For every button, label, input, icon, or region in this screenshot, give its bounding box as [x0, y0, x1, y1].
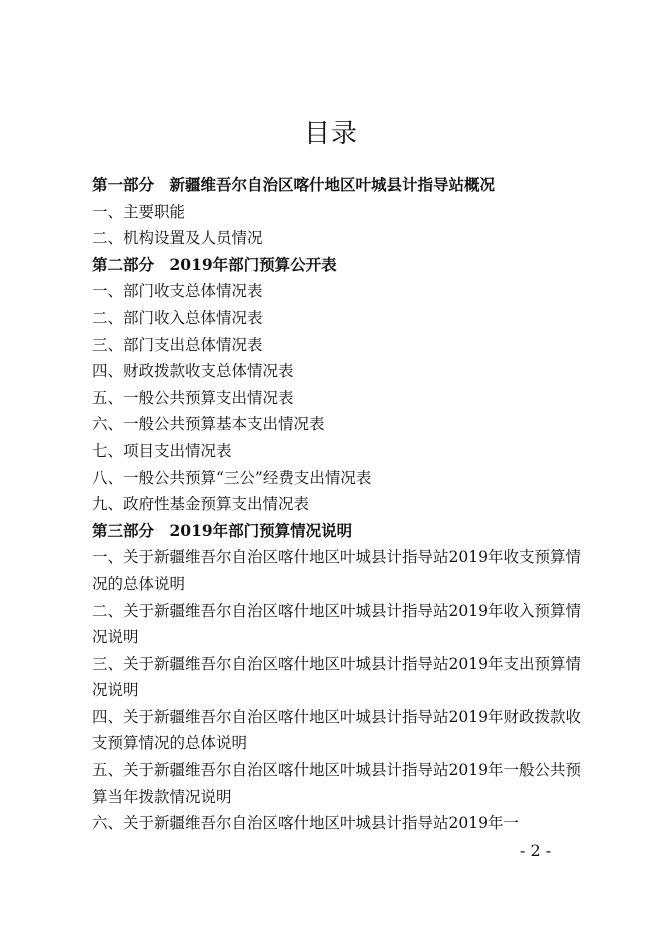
toc-item: 六、一般公共预算基本支出情况表 [92, 415, 325, 434]
toc-item: 二、关于新疆维吾尔自治区喀什地区叶城县计指导站2019年收入预算情况说明 [92, 601, 581, 647]
toc-part-heading: 第二部分 2019年部门预算公开表 [92, 254, 337, 274]
toc-item: 四、财政拨款收支总体情况表 [92, 362, 294, 381]
page-title: 目录 [303, 119, 358, 149]
table-of-contents [92, 172, 582, 837]
toc-part-heading: 第三部分 2019年部门预算情况说明 [92, 520, 353, 540]
toc-item: 四、关于新疆维吾尔自治区喀什地区叶城县计指导站2019年财政拨款收支预算情况的总体说明 [92, 707, 581, 753]
toc-item: 一、主要职能 [92, 202, 186, 221]
toc-item: 五、关于新疆维吾尔自治区喀什地区叶城县计指导站2019年一般公共预算当年拨款情况说明 [92, 761, 581, 806]
toc-item: 一、部门收支总体情况表 [92, 282, 263, 301]
toc-item: 三、关于新疆维吾尔自治区喀什地区叶城县计指导站2019年支出预算情况说明 [92, 654, 581, 700]
toc-item: 二、部门收入总体情况表 [92, 308, 263, 327]
toc-part-heading: 第一部分 新疆维吾尔自治区喀什地区叶城县计指导站概况 [92, 175, 496, 194]
toc-item: 七、项目支出情况表 [92, 441, 232, 460]
toc-item: 一、关于新疆维吾尔自治区喀什地区叶城县计指导站2019年收支预算情况的总体说明 [92, 548, 581, 593]
toc-item: 五、一般公共预算支出情况表 [92, 388, 294, 407]
toc-item: 二、机构设置及人员情况 [92, 229, 263, 248]
toc-item: 八、一般公共预算“三公”经费支出情况表 [92, 468, 372, 487]
toc-item: 六、关于新疆维吾尔自治区喀什地区叶城县计指导站2019年一 [92, 814, 519, 833]
page-number: - 2 - [520, 841, 552, 860]
toc-item: 九、政府性基金预算支出情况表 [92, 495, 310, 514]
toc-item: 三、部门支出总体情况表 [92, 335, 263, 354]
